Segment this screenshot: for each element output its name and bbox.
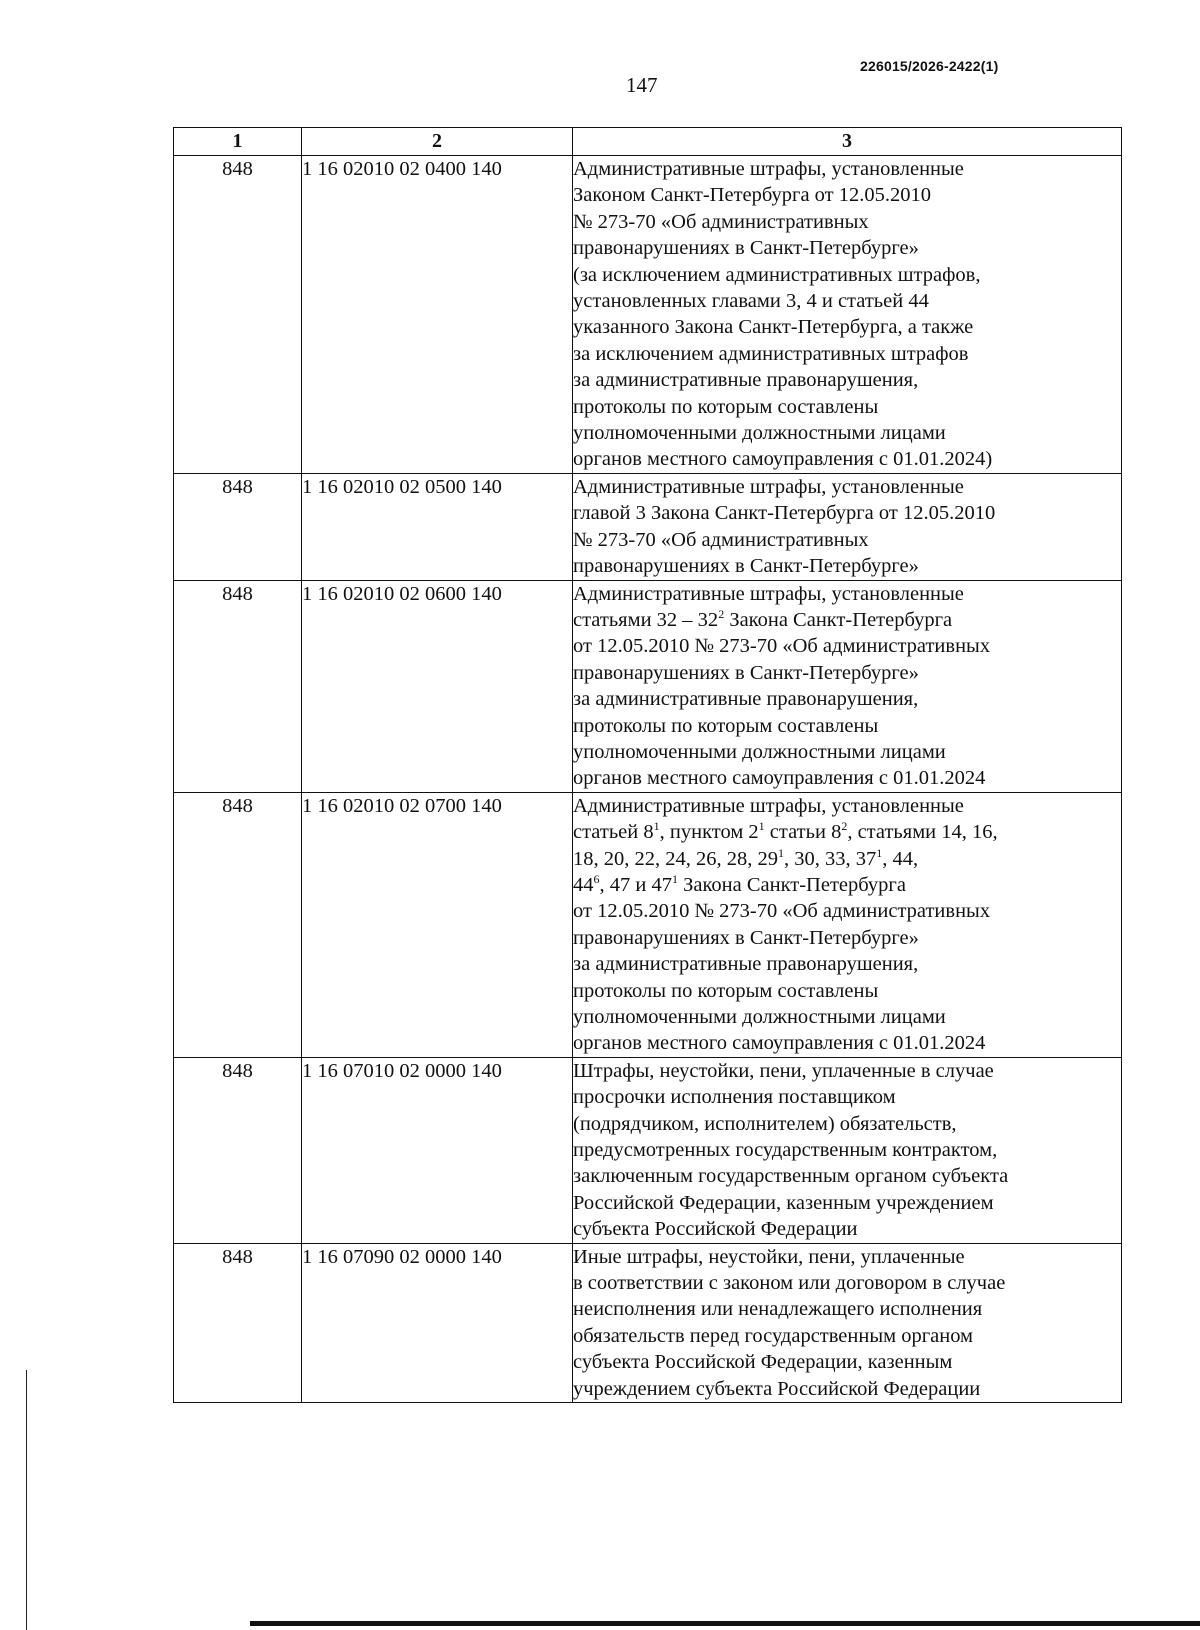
header-col-1: 1 xyxy=(174,128,302,156)
description-line: уполномоченными должностными лицами xyxy=(573,422,946,445)
superscript-index: 1 xyxy=(671,871,678,886)
description-line: протоколы по которым составлены xyxy=(573,395,879,418)
description-cell xyxy=(573,1243,1122,1402)
description-line: протоколы по которым составлены xyxy=(573,979,879,1002)
table-row xyxy=(174,580,1122,792)
description-line: за административные правонарушения, xyxy=(573,688,919,711)
document-code: 226015/2026-2422(1) xyxy=(860,58,999,74)
superscript-index: 1 xyxy=(778,845,784,860)
budget-code-cell: 1 16 02010 02 0400 140 xyxy=(302,156,573,474)
description-line: Административные штрафы, установленные xyxy=(573,794,964,817)
admin-code-cell: 848 xyxy=(174,580,302,792)
description-line: Законом Санкт-Петербурга от 12.05.2010 xyxy=(573,184,931,207)
description-line: заключенным государственным органом субъекта xyxy=(573,1165,1009,1188)
description-line: $44^6$, 47 и $47^1$ Закона Санкт-Петербурга xyxy=(573,871,906,896)
description-line: (за исключением административных штрафов, xyxy=(573,263,981,286)
description-line: субъекта Российской Федерации, казенным xyxy=(573,1351,953,1374)
header-col-3: 3 xyxy=(573,128,1122,156)
admin-code-cell: 848 xyxy=(174,1057,302,1243)
superscript-index: 6 xyxy=(593,871,600,886)
description-line: неисполнения или ненадлежащего исполнения xyxy=(573,1298,983,1321)
description-line: Административные штрафы, установленные xyxy=(573,582,964,605)
budget-code-cell: 1 16 02010 02 0700 140 xyxy=(302,792,573,1057)
description-line: № 273-70 «Об административных xyxy=(573,210,869,233)
budget-code-cell: 1 16 07010 02 0000 140 xyxy=(302,1057,573,1243)
superscript-index: 2 xyxy=(718,606,725,621)
description-line: органов местного самоуправления с 01.01.2024) xyxy=(573,448,993,471)
description-line: от 12.05.2010 № 273-70 «Об административных xyxy=(573,900,991,923)
admin-code-cell: 848 xyxy=(174,792,302,1057)
description-line: Российской Федерации, казенным учреждением xyxy=(573,1191,994,1214)
table-body xyxy=(174,156,1122,1403)
table-row xyxy=(174,1243,1122,1402)
description-line: от 12.05.2010 № 273-70 «Об административных xyxy=(573,635,991,658)
description-line: Административные штрафы, установленные xyxy=(573,475,964,498)
budget-code-cell: 1 16 02010 02 0600 140 xyxy=(302,580,573,792)
superscript-index: 1 xyxy=(758,819,765,834)
description-line: главой 3 Закона Санкт-Петербурга от 12.05.2010 xyxy=(573,502,996,525)
budget-code-cell: 1 16 07090 02 0000 140 xyxy=(302,1243,573,1402)
description-line: за административные правонарушения, xyxy=(573,953,919,976)
table-row xyxy=(174,792,1122,1057)
description-line: за исключением административных штрафов xyxy=(573,342,969,365)
description-line: субъекта Российской Федерации xyxy=(573,1218,858,1241)
description-line: уполномоченными должностными лицами xyxy=(573,740,946,763)
description-line: указанного Закона Санкт-Петербурга, а также xyxy=(573,316,974,339)
scan-edge-mark xyxy=(26,1370,27,1630)
description-line: 18, 20, 22, 24, 26, 28, $29^1$, 30, 33, $37^1$, 44, xyxy=(573,845,919,870)
description-line: правонарушениях в Санкт-Петербурге» xyxy=(573,237,919,260)
table-row xyxy=(174,1057,1122,1243)
description-line: просрочки исполнения поставщиком xyxy=(573,1086,896,1109)
description-cell xyxy=(573,473,1122,580)
description-line: правонарушениях в Санкт-Петербурге» xyxy=(573,661,919,684)
revenue-codes-table xyxy=(173,127,1122,1403)
description-line: органов местного самоуправления с 01.01.2024 xyxy=(573,1032,986,1055)
description-line: органов местного самоуправления с 01.01.2024 xyxy=(573,767,986,790)
description-line: предусмотренных государственным контрактом, xyxy=(573,1139,998,1162)
table-header-row xyxy=(174,128,1122,156)
description-cell xyxy=(573,156,1122,474)
superscript-index: 1 xyxy=(876,845,883,860)
admin-code-cell: 848 xyxy=(174,473,302,580)
description-line: учреждением субъекта Российской Федерации xyxy=(573,1377,981,1400)
description-line: Административные штрафы, установленные xyxy=(573,158,964,180)
description-line: установленных главами 3, 4 и статьей 44 xyxy=(573,290,929,313)
page-number: 147 xyxy=(626,73,658,97)
description-line: Иные штрафы, неустойки, пени, уплаченные xyxy=(573,1245,965,1268)
description-line: (подрядчиком, исполнителем) обязательств, xyxy=(573,1112,957,1135)
scan-bottom-rule xyxy=(250,1621,1200,1626)
superscript-index: 2 xyxy=(841,819,848,834)
description-cell xyxy=(573,1057,1122,1243)
description-cell xyxy=(573,580,1122,792)
description-line: правонарушениях в Санкт-Петербурге» xyxy=(573,926,919,949)
table-row xyxy=(174,156,1122,474)
description-line: обязательств перед государственным органом xyxy=(573,1324,974,1347)
superscript-index: 1 xyxy=(653,819,660,834)
description-line: № 273-70 «Об административных xyxy=(573,528,869,551)
description-line: протоколы по которым составлены xyxy=(573,714,879,737)
description-cell xyxy=(573,792,1122,1057)
description-line: правонарушениях в Санкт-Петербурге» xyxy=(573,555,919,578)
description-line: статьями $32 - 32^2$ Закона Санкт-Петербурга xyxy=(573,606,953,631)
description-line: статьей $8^1$, пунктом $2^1$ статьи $8^2$, статьями 14, 16, xyxy=(573,819,998,844)
description-line: уполномоченными должностными лицами xyxy=(573,1006,946,1028)
description-line: за административные правонарушения, xyxy=(573,369,919,392)
admin-code-cell: 848 xyxy=(174,156,302,474)
admin-code-cell: 848 xyxy=(174,1243,302,1402)
description-line: Штрафы, неустойки, пени, уплаченные в случае xyxy=(573,1059,994,1082)
header-col-2: 2 xyxy=(302,128,573,156)
table-row xyxy=(174,473,1122,580)
description-line: в соответствии с законом или договором в случае xyxy=(573,1272,1006,1295)
budget-code-cell: 1 16 02010 02 0500 140 xyxy=(302,473,573,580)
